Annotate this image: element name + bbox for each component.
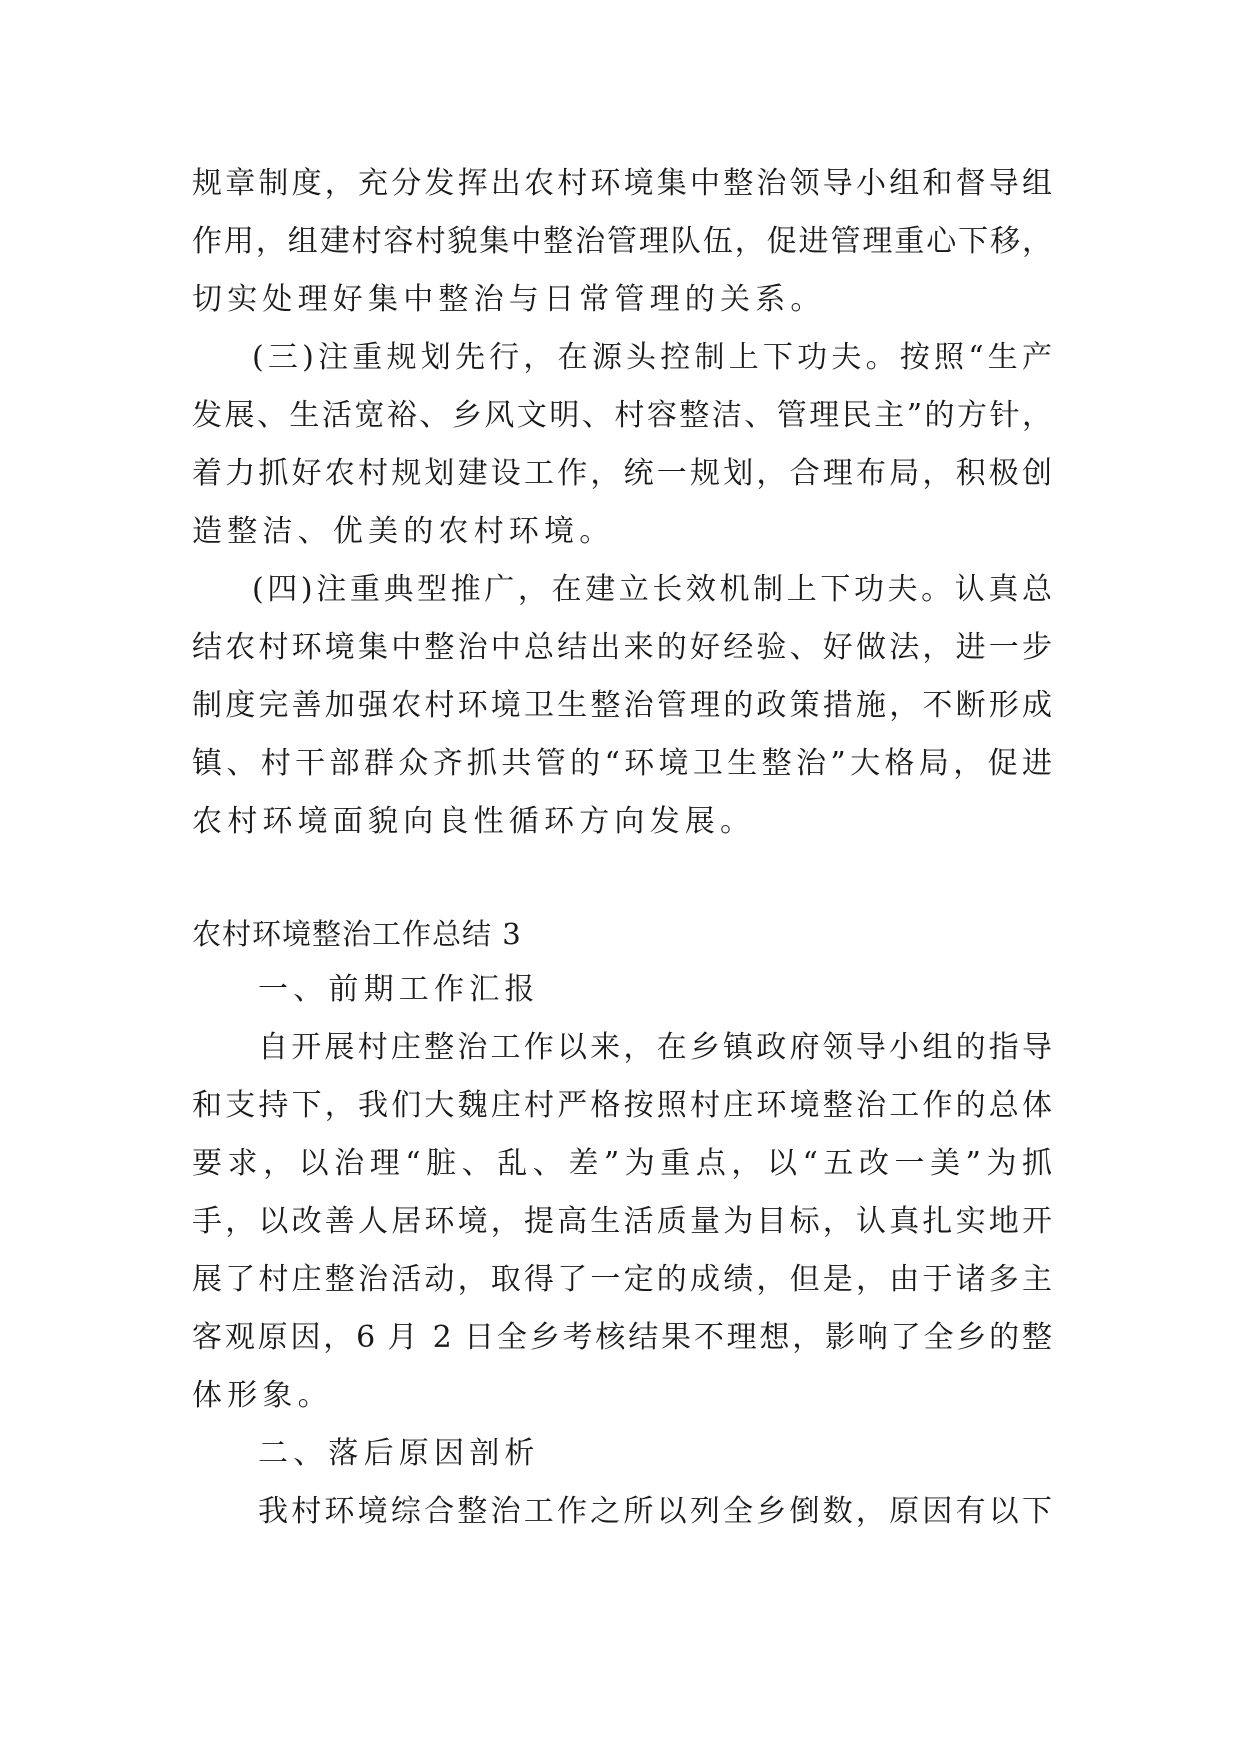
paragraph-line: 镇、村干部群众齐抓共管的“环境卫生整治”大格局，促进 (192, 746, 1052, 781)
paragraph-line: 切实处理好集中整治与日常管理的关系。 (192, 282, 826, 317)
paragraph-line: 规章制度，充分发挥出农村环境集中整治领导小组和督导组 (192, 166, 1052, 201)
section-title: 农村环境整治工作总结 3 (192, 917, 522, 951)
paragraph-line: (四)注重典型推广，在建立长效机制上下功夫。认真总 (252, 572, 1052, 607)
paragraph-line: 体形象。 (192, 1378, 333, 1413)
paragraph-line: 客观原因，6 月 2 日全乡考核结果不理想，影响了全乡的整 (192, 1320, 1052, 1355)
paragraph-line: 造整洁、优美的农村环境。 (192, 514, 615, 549)
paragraph-line: 作用，组建村容村貌集中整治管理队伍，促进管理重心下移， (192, 224, 1052, 259)
paragraph-line: 结农村环境集中整治中总结出来的好经验、好做法，进一步 (192, 630, 1052, 665)
paragraph-line: 发展、生活宽裕、乡风文明、村容整洁、管理民主”的方针， (192, 398, 1052, 433)
section-heading: 一、前期工作汇报 (258, 972, 540, 1007)
paragraph-line: (三)注重规划先行，在源头控制上下功夫。按照“生产 (252, 340, 1052, 375)
paragraph-line: 要求，以治理“脏、乱、差”为重点，以“五改一美”为抓 (192, 1146, 1052, 1181)
paragraph-line: 我村环境综合整治工作之所以列全乡倒数，原因有以下 (258, 1494, 1052, 1529)
paragraph-line: 自开展村庄整治工作以来，在乡镇政府领导小组的指导 (258, 1030, 1052, 1065)
paragraph-line: 农村环境面貌向良性循环方向发展。 (192, 804, 756, 839)
paragraph-line: 手，以改善人居环境，提高生活质量为目标，认真扎实地开 (192, 1204, 1052, 1239)
paragraph-line: 制度完善加强农村环境卫生整治管理的政策措施，不断形成 (192, 688, 1052, 723)
section-heading: 二、落后原因剖析 (258, 1436, 540, 1471)
paragraph-line: 着力抓好农村规划建设工作，统一规划，合理布局，积极创 (192, 456, 1052, 491)
paragraph-line: 和支持下，我们大魏庄村严格按照村庄环境整治工作的总体 (192, 1088, 1052, 1123)
paragraph-line: 展了村庄整治活动，取得了一定的成绩，但是，由于诸多主 (192, 1262, 1052, 1297)
